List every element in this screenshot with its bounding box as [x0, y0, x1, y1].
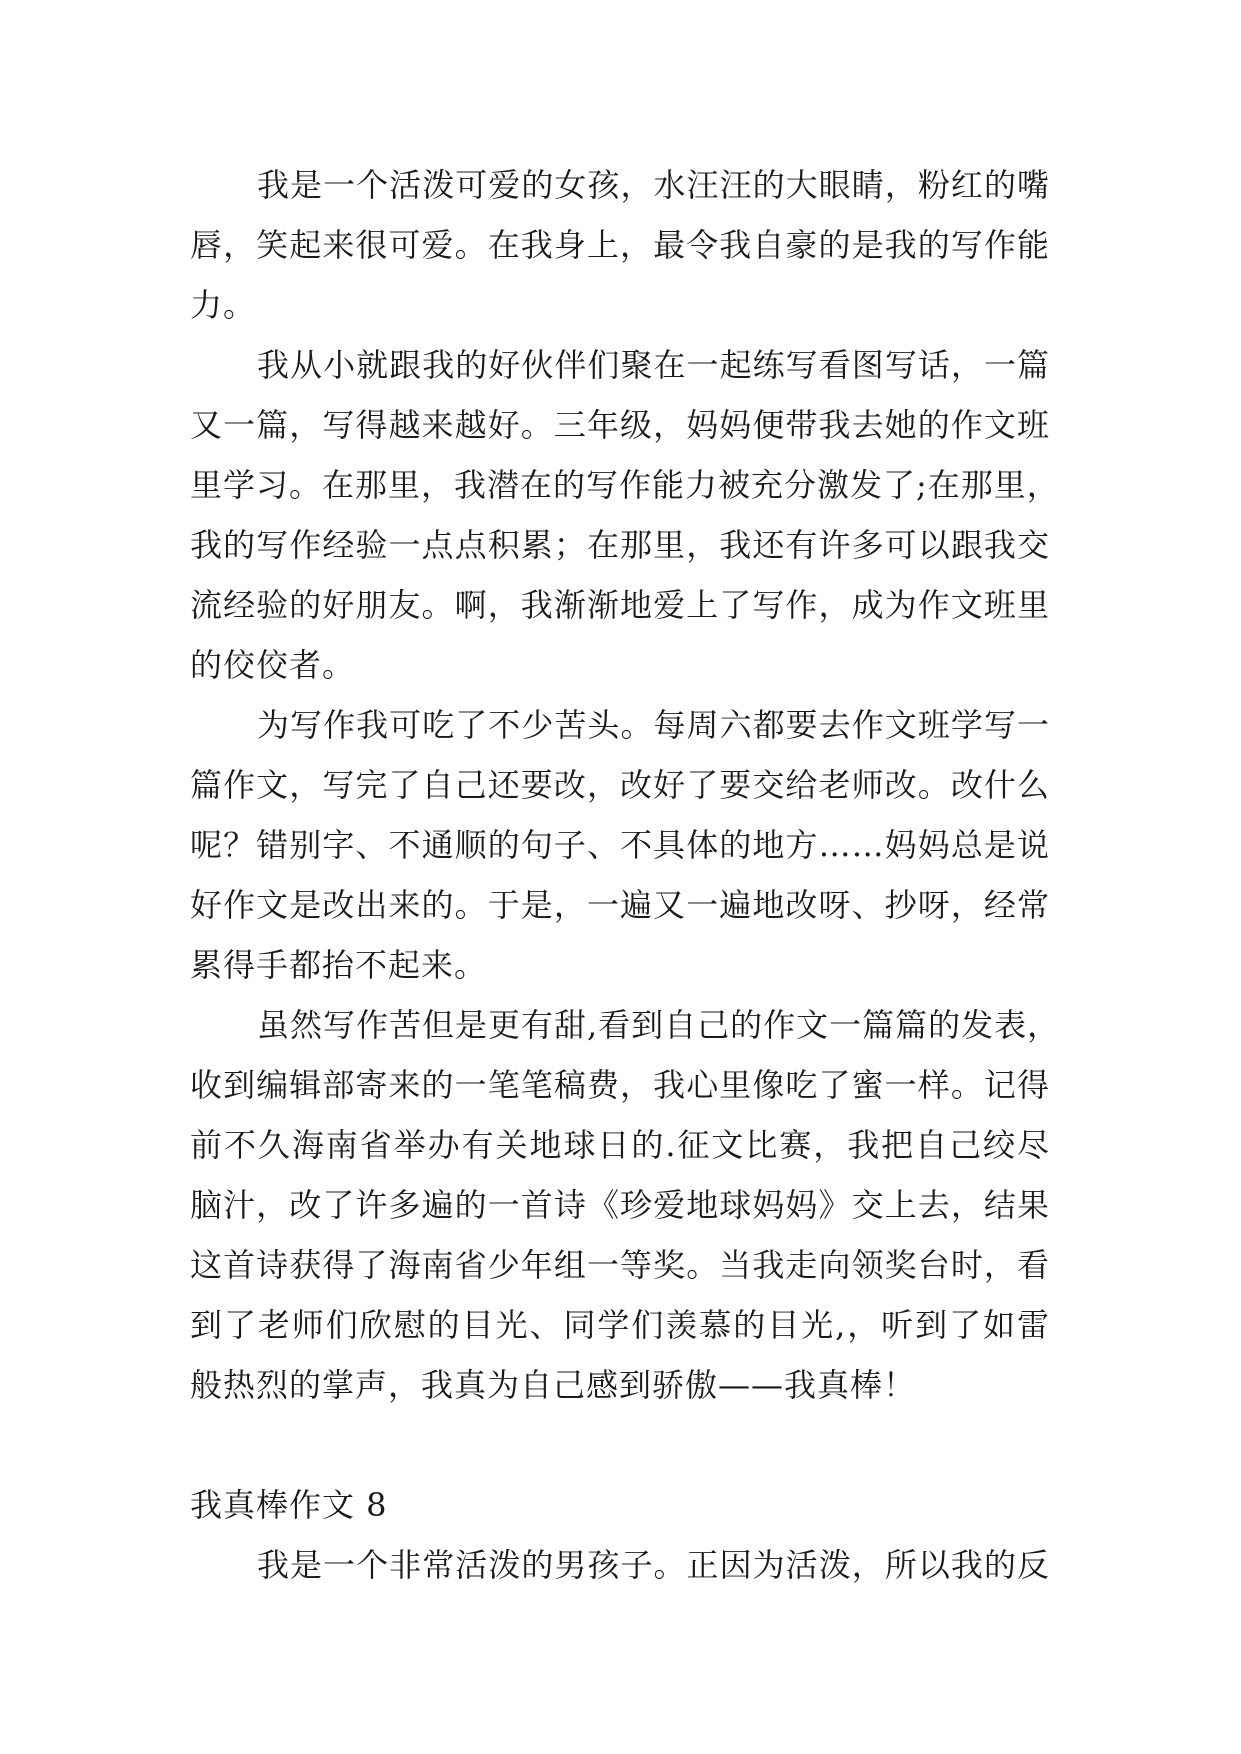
- paragraph-line: 累得手都抬不起来。: [190, 946, 488, 984]
- paragraph-line: 般热烈的掌声，我真为自己感到骄傲——我真棒！: [190, 1366, 917, 1404]
- paragraph-line: 篇作文，写完了自己还要改，改好了要交给老师改。改什么: [190, 766, 1050, 804]
- paragraph-line: 收到编辑部寄来的一笔笔稿费，我心里像吃了蜜一样。记得: [190, 1066, 1050, 1104]
- paragraph-line: 为写作我可吃了不少苦头。每周六都要去作文班学写一: [257, 706, 1050, 744]
- paragraph-line: 里学习。在那里，我潜在的写作能力被充分激发了;在那里，: [190, 466, 1060, 504]
- section-heading: 我真棒作文 8: [190, 1486, 388, 1524]
- paragraph-line: 我是一个非常活泼的男孩子。正因为活泼，所以我的反: [257, 1546, 1050, 1584]
- paragraph-line: 到了老师们欣慰的目光、同学们羡慕的目光,，听到了如雷: [190, 1306, 1050, 1344]
- paragraph-line: 唇，笑起来很可爱。在我身上，最令我自豪的是我的写作能: [190, 226, 1050, 264]
- paragraph-line: 这首诗获得了海南省少年组一等奖。当我走向领奖台时，看: [190, 1246, 1050, 1284]
- paragraph-line: 的佼佼者。: [190, 646, 356, 684]
- paragraph-line: 我从小就跟我的好伙伴们聚在一起练写看图写话，一篇: [257, 346, 1050, 384]
- paragraph-line: 呢？错别字、不通顺的句子、不具体的地方……妈妈总是说: [190, 826, 1050, 864]
- paragraph-line: 好作文是改出来的。于是，一遍又一遍地改呀、抄呀，经常: [190, 886, 1050, 924]
- paragraph-line: 力。: [190, 286, 257, 324]
- paragraph-line: 脑汁，改了许多遍的一首诗《珍爱地球妈妈》交上去，结果: [190, 1186, 1050, 1224]
- paragraph-line: 虽然写作苦但是更有甜,看到自己的作文一篇篇的发表，: [257, 1006, 1061, 1044]
- paragraph-line: 前不久海南省举办有关地球日的.征文比赛，我把自己绞尽: [190, 1126, 1050, 1164]
- paragraph-line: 我是一个活泼可爱的女孩，水汪汪的大眼睛，粉红的嘴: [257, 166, 1050, 204]
- paragraph-line: 我的写作经验一点点积累；在那里，我还有许多可以跟我交: [190, 526, 1050, 564]
- paragraph-line: 流经验的好朋友。啊，我渐渐地爱上了写作，成为作文班里: [190, 586, 1050, 624]
- paragraph-line: 又一篇，写得越来越好。三年级，妈妈便带我去她的作文班: [190, 406, 1050, 444]
